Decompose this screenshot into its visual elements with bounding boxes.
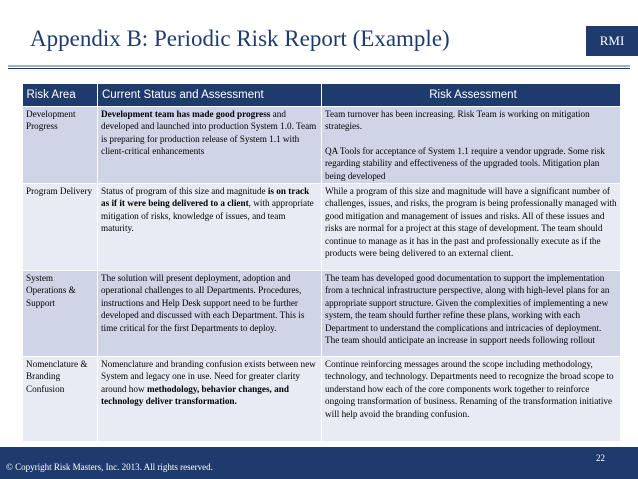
risk-assessment-cell: While a program of this size and magnitude will have a significant number of challenges, issues, and risks, the program is being professionally managed with good mitigation and management of issues and risks. All of these issues and risks are normal for a project at this stage of development. The team should continue to manage as it has in the past and professionally execute as if the products were being delivered to an external client. [322,184,621,271]
risk-area-cell: Development Progress [23,107,98,184]
risk-paragraph: QA Tools for acceptance of System 1.1 require a vendor upgrade. Some risk regarding stability and effectiveness of the upgraded tools. Mitigation plan being developed [325,145,605,181]
status-cell [98,357,322,442]
table-row [23,184,621,271]
status-highlight: is on track as if it were being delivered to a client [101,186,310,209]
risk-report-table [22,84,621,442]
risk-assessment-cell: The team has developed good documentation to support the implementation from a technical infrastructure perspective, along with high-level plans for an appropriate support structure. Given the complexities of implementing a new system, the team should further refine these plans, working with each Department to understand the complications and intricacies of deployment. The team should anticipate an increase in support needs following rollout [322,271,621,357]
header-risk-assessment: Risk Assessment [322,84,621,107]
risk-area-cell: Program Delivery [23,184,98,271]
header-risk-area: Risk Area [23,84,98,107]
status-highlight: methodology, behavior changes, and technology deliver transformation. [101,383,289,407]
status-text: Status of program of this size and magnitude [101,186,268,197]
slide-title: Appendix B: Periodic Risk Report (Example) [30,26,450,51]
status-cell: The solution will present deployment, adoption and operational challenges to all Departments. Procedures, instructions and Help Desk support need to be further developed and discussed with each Department. This is time critical for the first Departments to deploy. [98,271,322,357]
title-divider [8,65,630,67]
table-header-row [23,84,621,107]
status-cell [98,184,322,271]
header-current-status: Current Status and Assessment [98,84,322,107]
risk-area-cell: System Operations & Support [23,271,98,357]
status-cell [98,107,322,184]
table-row [23,107,621,184]
status-highlight: Development team has made good progress [101,109,271,119]
copyright-notice: © Copyright Risk Masters, Inc. 2013. All rights reserved. [6,462,213,472]
risk-assessment-cell [322,107,621,184]
status-text: and developed and launched into production System 1.0. Team is preparing for production release of System 1.1 with client-critical enhancements [101,109,317,157]
status-text: Nomenclature and branding confusion exists between new System and legacy one in use. Need for greater clarity around how [101,359,316,394]
status-text: , with appropriate mitigation of risks, knowledge of issues, and team maturity. [101,198,314,234]
rmi-logo: RMI [586,26,638,56]
risk-assessment-cell: Continue reinforcing messages around the scope including methodology, technology, and technology. Departments need to recognize the broad scope to understand how each of the core components work together to reinforce ongoing transformation of business. Renaming of the transformation initiative will help avoid the branding confusion. [322,357,621,442]
title-divider-accent [8,68,630,69]
page-number: 22 [596,453,605,463]
risk-area-cell: Nomenclature & Branding Confusion [23,357,98,442]
table-row [23,357,621,442]
risk-paragraph: Team turnover has been increasing. Risk Team is working on mitigation strategies. [325,109,590,132]
table-row [23,271,621,357]
